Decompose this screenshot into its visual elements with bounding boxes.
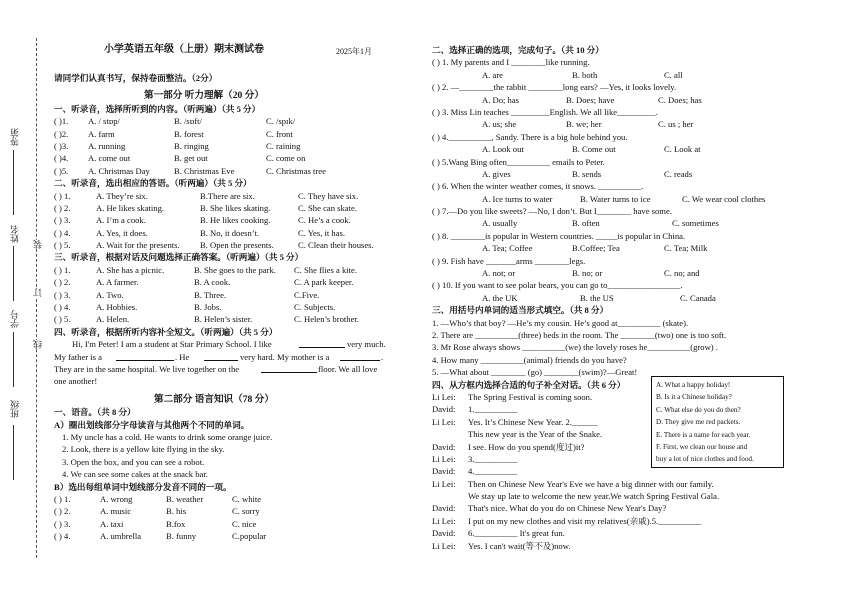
dialog-line (432, 490, 808, 502)
option-sentence: buy a lot of nice clothes and food. (656, 455, 754, 464)
phonics-sentence: 3. Open the box, and you can see a robot. (62, 456, 205, 467)
option-sentence: E. There is a name for each year. (656, 430, 751, 439)
option-b: B. sends (572, 168, 602, 179)
binding-label-name: 姓名 (10, 225, 20, 243)
passage-text: My father is a (54, 351, 102, 362)
p1-s2-item (54, 214, 390, 226)
mc-options (432, 292, 808, 304)
question-text: ( ) 1. My parents and I ________like running. (432, 57, 590, 68)
option-b: B. A cook. (194, 277, 231, 288)
mc-question (432, 230, 808, 242)
p1-s1-title: 一、听录音，选择所听到的内容。（听两遍）（共 5 分） (54, 103, 261, 114)
line-text[interactable]: Yes. It’s Chinese New Year. 2.______ (468, 416, 598, 427)
option-a: A. the UK (482, 292, 518, 303)
option-b: B. Water turns to ice (580, 193, 651, 204)
mc-question (432, 180, 808, 192)
option-b: B. often (572, 218, 600, 229)
mc-question (432, 255, 808, 267)
mc-options (432, 217, 808, 229)
binding-mark-xian: 线 (33, 340, 43, 349)
p1-s3-item (54, 301, 390, 313)
option-c: C. front (266, 128, 293, 139)
passage-blank-2[interactable] (116, 351, 174, 361)
option-c: C. She can skate. (298, 202, 357, 213)
p1-s2-item (54, 239, 390, 251)
option-b: B. his (166, 506, 187, 517)
option-a: A. Christmas Day (88, 165, 150, 176)
question-text: ( ) 8. ________is popular in Western countries. _____is popular in China. (432, 230, 686, 241)
option-b: B. no; or (572, 268, 603, 279)
item-number[interactable]: ( ) 3. (54, 289, 71, 300)
p1-s3-item (54, 276, 390, 288)
mc-options (432, 267, 808, 279)
p2-s2-title: 二、选择正确的选项，完成句子。（共 10 分） (432, 45, 604, 55)
passage-text: They are in the same hospital. We live together on the (54, 363, 240, 374)
option-a: A. are (482, 69, 503, 80)
option-b: B. we; her (566, 119, 602, 130)
part2-title: 第二部分 语言知识（78 分） (154, 393, 274, 405)
option-b: B. Christmas Eve (174, 165, 235, 176)
option-a: A. Two. (96, 289, 124, 300)
option-b: B. She likes skating. (200, 202, 271, 213)
sentence-options-box (651, 376, 784, 468)
option-c: C. Yes, it has. (298, 227, 346, 238)
phonics-a-item (54, 443, 390, 455)
phonics-b-item (54, 530, 390, 542)
option-a: A. Yes, it does. (96, 227, 148, 238)
question-text: ( ) 3. Miss Lin teaches _________English. We all like_________. (432, 106, 658, 117)
p1-s3-list (54, 264, 390, 326)
speaker: Li Lei: (432, 478, 456, 489)
mc-question (432, 156, 808, 168)
option-b: B. Three. (194, 289, 227, 300)
option-sentence: F. First, we clean our house and (656, 443, 748, 452)
mc-question (432, 81, 808, 93)
mc-options (432, 168, 808, 180)
p1-s2-item (54, 190, 390, 202)
option-b: B. funny (166, 531, 197, 542)
phonics-a-item (54, 456, 390, 468)
dialog-line (432, 527, 808, 539)
line-text: We stay up late to welcome the new year.We watch Spring Festival Gala. (468, 491, 720, 502)
passage-text: . He (175, 351, 190, 362)
binding-dashed-line (36, 38, 37, 558)
option-a: A. umbrella (100, 531, 142, 542)
exam-instruction: 请同学们认真书写，保持卷面整洁。（2分） (54, 73, 218, 83)
passage-text: one another! (54, 376, 98, 387)
exam-date: 2025年1月 (336, 47, 372, 56)
item-number[interactable]: ( )5. (54, 165, 69, 176)
option-a: A. Wait for the presents. (96, 240, 180, 251)
line-text: I see. How do you spend(度过)it? (468, 441, 585, 452)
dialog-line (432, 478, 808, 490)
option-b: B. /sɒft/ (174, 116, 202, 127)
option-b: B. the US (580, 292, 614, 303)
option-c: C. no; and (664, 268, 700, 279)
p2-s1a-title: A）圈出划线部分字母读音与其他两个不同的单词。 (54, 419, 250, 430)
binding-mark-zhuang: 装 (33, 240, 43, 249)
item-number[interactable]: ( ) 2. (54, 277, 71, 288)
fill-text: 2. There are __________(three) beds in the room. The ________(two) one is too soft. (432, 329, 727, 340)
speaker: David: (432, 404, 456, 415)
question-text: ( ) 9. Fish have _______arms ________legs. (432, 255, 586, 266)
speaker: David: (432, 503, 456, 514)
option-a: A. come out (88, 153, 131, 164)
phonics-sentence: 4. We can see some cakes at the snack bar. (62, 469, 208, 480)
option-sentence: A. What a happy holiday! (656, 381, 731, 389)
option-b: B. No, it doesn’t. (200, 227, 260, 238)
mc-options (432, 69, 808, 81)
p2-s4-title: 四、从方框内选择合适的句子补全对话。（共 6 分） (432, 379, 626, 390)
item-number[interactable]: ( )3. (54, 140, 69, 151)
item-number[interactable]: ( ) 1. (54, 493, 71, 504)
item-number[interactable]: ( )1. (54, 116, 69, 127)
option-c: C. us ; her (658, 119, 694, 130)
option-b: B. She goes to the park. (194, 264, 276, 275)
p1-s3-item (54, 264, 390, 276)
option-c: C. Christmas tree (266, 165, 326, 176)
question-text: ( ) 6. When the winter weather comes, it snows. __________. (432, 181, 644, 192)
binding-strip (0, 0, 46, 595)
passage-line-3 (54, 363, 390, 375)
p1-s4-title: 四、听录音，根据所听内容补全短文。（听两遍）（共 5 分） (54, 326, 278, 337)
p2-s1b-title: B）选出每组单词中划线部分发音不同的一项。 (54, 481, 232, 492)
option-a: A. running (88, 140, 126, 151)
binding-name-line (13, 246, 14, 301)
mc-question (432, 56, 808, 68)
line-text: The Spring Festival is coming soon. (468, 391, 593, 402)
speaker: Li Lei: (432, 416, 456, 427)
option-b: B. ringing (174, 140, 209, 151)
speaker: Li Lei: (432, 391, 456, 402)
passage-line-4 (54, 375, 390, 387)
fill-item (432, 354, 808, 366)
item-number[interactable]: ( ) 1. (54, 190, 71, 201)
fill-item (432, 341, 808, 353)
item-number[interactable]: ( ) 1. (54, 264, 71, 275)
option-c: C. Helen’s brother. (294, 314, 359, 325)
question-text: ( ) 7.—Do you like sweets? —No, I don’t. But I________ have some. (432, 206, 672, 217)
option-c: C. A park keeper. (294, 277, 354, 288)
option-a: A. I’m a cook. (96, 215, 146, 226)
binding-label-number: 学号 (10, 310, 20, 328)
option-c: C. Clean their houses. (298, 240, 374, 251)
p1-s2-item (54, 227, 390, 239)
passage-blank-5[interactable] (261, 363, 317, 373)
fill-text: 3. Mr Rose always shows __________(we) the lovely roses he__________(grow) . (432, 342, 718, 353)
option-sentence: C. What else do you do then? (656, 405, 741, 414)
option-c: C. raining (266, 140, 301, 151)
option-c: C. come on (266, 153, 306, 164)
question-text: ( ) 10. If you want to see polar bears, you can go to_________________. (432, 280, 683, 291)
passage-text: . (381, 351, 384, 362)
binding-label-grade: 等第 (10, 128, 20, 146)
option-b: B.Coffee; Tea (572, 243, 620, 254)
item-number[interactable]: ( ) 3. (54, 518, 71, 529)
option-b: B. Come out (572, 144, 616, 155)
p2-s1-title: 一、语音。（共 8 分） (54, 407, 136, 418)
fill-text: 5. —What about ________ (go) ________(swim)?—Great! (432, 367, 638, 378)
option-c: C. Tea; Milk (664, 243, 708, 254)
option-a: A. Ice turns to water (482, 193, 553, 204)
item-number[interactable]: ( ) 4. (54, 227, 71, 238)
speaker: Li Lei: (432, 515, 456, 526)
option-c: C. all (664, 69, 683, 80)
option-a: A. taxi (100, 518, 124, 529)
binding-label-class: 班级 (10, 400, 20, 418)
mc-question (432, 131, 808, 143)
phonics-a-item (54, 468, 390, 480)
p1-s3-title: 三、听录音，根据对话及问题选择正确答案。（听两遍）（共 5 分） (54, 252, 304, 263)
item-number[interactable]: ( ) 3. (54, 215, 71, 226)
item-number[interactable]: ( ) 5. (54, 314, 71, 325)
passage-text: very much. (347, 339, 386, 350)
phonics-b-item (54, 518, 390, 530)
option-b: B. Jobs. (194, 302, 222, 313)
option-c: C. sometimes (672, 218, 719, 229)
option-a: A. Tea; Coffee (482, 243, 533, 254)
option-b: B. both (572, 69, 598, 80)
option-c: C. reads (664, 168, 693, 179)
binding-class-line (13, 425, 14, 480)
passage-line-1 (54, 338, 390, 350)
dialog-line (432, 515, 808, 527)
option-a: A. They’re six. (96, 190, 148, 201)
option-b: B. Does; have (566, 94, 615, 105)
speaker: David: (432, 466, 456, 477)
right-column (432, 44, 808, 552)
option-c: C.Five. (294, 289, 320, 300)
option-c: C. She flies a kite. (294, 264, 358, 275)
p1-s3-item (54, 289, 390, 301)
option-c: C. nice (232, 518, 257, 529)
p2-s3-title: 三、用括号内单词的适当形式填空。（共 8 分） (432, 305, 609, 316)
p1-s2-item (54, 202, 390, 214)
option-a: A. us; she (482, 119, 517, 130)
left-column (54, 44, 390, 542)
option-b: B. get out (174, 153, 208, 164)
option-a: A. He likes skating. (96, 202, 165, 213)
binding-grade-line (13, 150, 14, 215)
dialog-line (432, 502, 808, 514)
option-c: C. white (232, 493, 262, 504)
fill-item (432, 329, 808, 341)
p1-s3-item (54, 313, 390, 325)
line-text: This new year is the Year of the Snake. (468, 429, 603, 440)
option-a: A. music (100, 506, 132, 517)
option-a: A. Do; has (482, 94, 519, 105)
binding-mark-ding: 订 (33, 288, 43, 297)
mc-question (432, 279, 808, 291)
option-b: B. forest (174, 128, 204, 139)
option-a: A. not; or (482, 268, 516, 279)
fill-text: 1. —Who’s that boy? —He’s my cousin. He’s good at__________ (skate). (432, 317, 689, 328)
question-text: ( ) 4.__________, Sandy. There is a big hole behind you. (432, 131, 628, 142)
option-a: A. A farmer. (96, 277, 139, 288)
mc-options (432, 143, 808, 155)
option-a: A. wrong (100, 493, 133, 504)
passage-line-2 (54, 351, 390, 363)
passage-blank-1[interactable] (299, 338, 345, 348)
speaker: David: (432, 441, 456, 452)
p1-s1-list (54, 115, 390, 177)
phonics-sentence: 1. My uncle has a cold. He wants to drink some orange juice. (62, 431, 273, 442)
p1-s1-item (54, 128, 390, 140)
item-number[interactable]: ( ) 2. (54, 506, 71, 517)
question-text: ( ) 5.Wang Bing often__________ emails to Peter. (432, 156, 605, 167)
mc-options (432, 193, 808, 205)
line-text[interactable]: 6.__________ It's great fun. (468, 528, 565, 539)
item-number[interactable]: ( ) 4. (54, 302, 71, 313)
option-c: C. They have six. (298, 190, 359, 201)
mc-question (432, 205, 808, 217)
p1-s1-item (54, 152, 390, 164)
option-c: C. sorry (232, 506, 260, 517)
option-b: B.fox (166, 518, 186, 529)
exam-title: 小学英语五年级（上册）期末测试卷 (104, 44, 264, 55)
phonics-b-item (54, 505, 390, 517)
fill-text: 4. How many __________(animal) friends do you have? (432, 354, 627, 365)
mc-question (432, 106, 808, 118)
part1-title: 第一部分 听力理解（20 分） (144, 90, 264, 102)
p1-s1-item (54, 165, 390, 177)
line-text[interactable]: 3.__________ (468, 453, 518, 464)
item-number[interactable]: ( ) 2. (54, 202, 71, 213)
line-text: Then on Chinese New Year's Eve we have a big dinner with our family. (468, 478, 714, 489)
line-text: That's nice. What do you do on Chinese New Year's Day? (468, 503, 667, 514)
item-number[interactable]: ( )4. (54, 153, 69, 164)
p1-s2-list (54, 190, 390, 252)
option-b: B. Open the presents. (200, 240, 274, 251)
passage-text: floor. We all love (318, 363, 378, 374)
option-a: A. Look out (482, 144, 524, 155)
phonics-b-item (54, 493, 390, 505)
item-number[interactable]: ( ) 4. (54, 531, 71, 542)
p1-s1-item (54, 140, 390, 152)
option-a: A. / stɒp/ (88, 116, 120, 127)
option-a: A. Helen. (96, 314, 130, 325)
option-c: C. Subjects. (294, 302, 336, 313)
mc-options (432, 94, 808, 106)
passage-text: very hard. My mother is a (240, 351, 330, 362)
option-a: A. She has a picnic. (96, 264, 165, 275)
passage-blank-3[interactable] (204, 351, 238, 361)
p1-s2-title: 二、听录音，选出相应的答语。（听两遍）（共 5 分） (54, 178, 252, 189)
phonics-a-item (54, 431, 390, 443)
option-a: A. farm (88, 128, 115, 139)
fill-item (432, 317, 808, 329)
question-text: ( ) 2. —________the rabbit ________long ears? —Yes, it looks lovely. (432, 82, 677, 93)
option-c: C. We wear cool clothes (682, 193, 766, 204)
option-b: B.There are six. (200, 190, 255, 201)
p1-s1-item (54, 115, 390, 127)
line-text: Yes. I can't wait(等不及)now. (468, 540, 571, 551)
option-c: C. /spɪk/ (266, 116, 296, 127)
option-b: B. Helen’s sister. (194, 314, 253, 325)
option-c: C. Does; has (658, 94, 702, 105)
speaker: Li Lei: (432, 540, 456, 551)
passage-blank-4[interactable] (340, 351, 380, 361)
option-a: A. usually (482, 218, 518, 229)
option-sentence: B. Is it a Chinese holiday? (656, 393, 732, 402)
phonics-sentence: 2. Look, there is a yellow kite flying in the sky. (62, 444, 225, 455)
item-number[interactable]: ( ) 5. (54, 240, 71, 251)
binding-number-line (13, 332, 14, 387)
mc-options (432, 242, 808, 254)
line-text[interactable]: 1.__________ (468, 404, 518, 415)
option-a: A. gives (482, 168, 511, 179)
option-sentence: D. They give me red packets. (656, 418, 741, 427)
passage-text: Hi, I'm Peter! I am a student at Star Primary School. I like (72, 339, 272, 350)
option-c: C.popular (232, 531, 267, 542)
speaker: Li Lei: (432, 453, 456, 464)
option-c: C. Look at (664, 144, 701, 155)
speaker: David: (432, 528, 456, 539)
option-a: A. Hobbies. (96, 302, 138, 313)
option-b: B. weather (166, 493, 204, 504)
option-b: B. He likes cooking. (200, 215, 271, 226)
line-text[interactable]: 4.__________ (468, 466, 518, 477)
option-c: C. He’s a cook. (298, 215, 351, 226)
dialog-line (432, 540, 808, 552)
option-c: C. Canada (680, 292, 716, 303)
line-text[interactable]: I put on my new clothes and visit my relatives(亲戚).5.__________ (468, 515, 702, 526)
mc-options (432, 118, 808, 130)
item-number[interactable]: ( )2. (54, 128, 69, 139)
